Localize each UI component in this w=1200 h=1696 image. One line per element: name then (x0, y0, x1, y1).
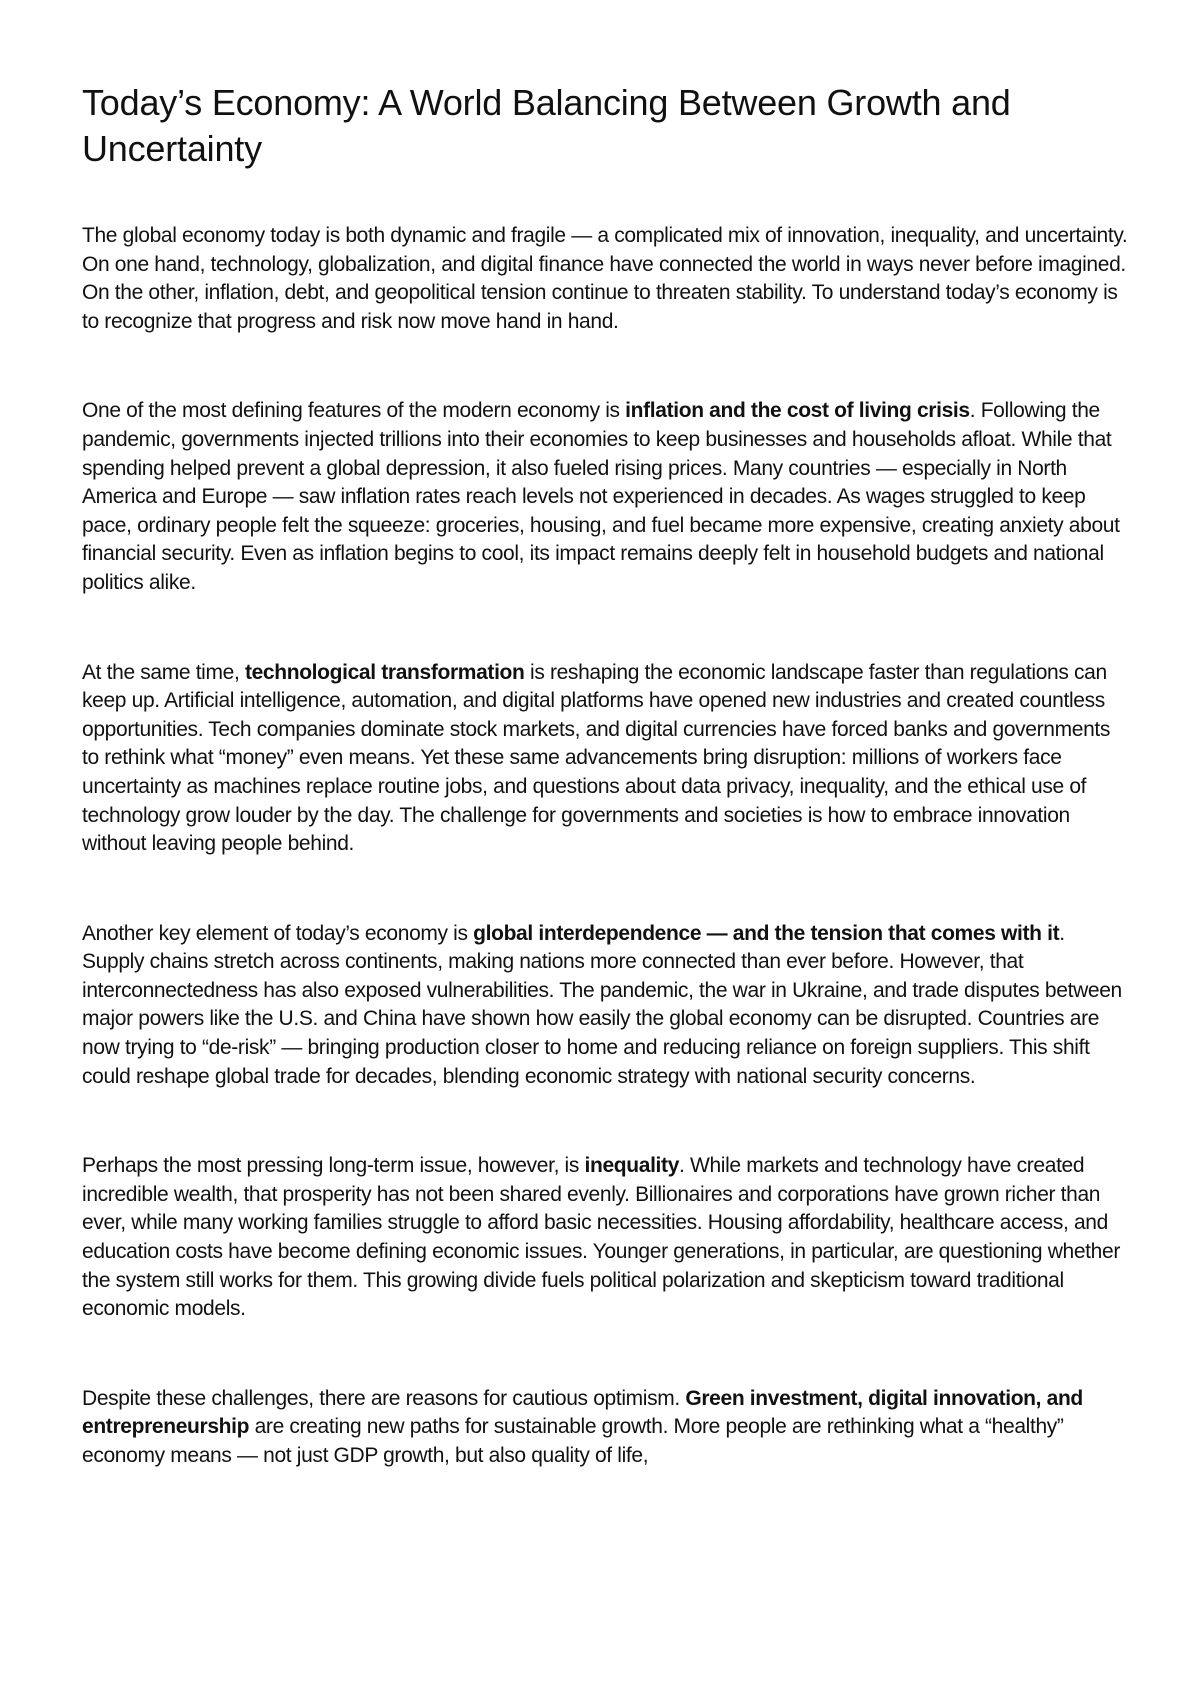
text-segment: At the same time, (82, 660, 245, 684)
document-page (82, 80, 1132, 1532)
bold-phrase: Green investment, digital innovation, and entrepreneurship (82, 1386, 1083, 1439)
text-segment: Perhaps the most pressing long-term issue, however, is (82, 1154, 585, 1178)
document-title: Today’s Economy: A World Balancing Between Growth and Uncertainty (82, 82, 1011, 169)
paragraph (82, 397, 1132, 597)
text-segment: are creating new paths for sustainable growth. More people are rethinking what a “healthy” economy means — not just GDP growth, but also quality of life, (82, 1415, 1064, 1467)
paragraph (82, 659, 1132, 859)
bold-phrase: inflation and the cost of living crisis (625, 399, 970, 423)
text-segment: Another key element of today’s economy is (82, 921, 474, 945)
text-segment: . Supply chains stretch across continents, making nations more connected than ever before. However, that interconnectedness has also exposed vulnerabilities. The pandemic, the war in Ukraine, and trade disputes between major powers like the U.S. and China have shown how easily the global economy can be disrupted. Countries are now trying to “de-risk” — bringing production closer to home and reducing reliance on foreign suppliers. This shift could reshape global trade for decades, blending economic strategy with national security concerns. (82, 921, 1122, 1088)
text-segment: . While markets and technology have created incredible wealth, that prosperity has not been shared evenly. Billionaires and corporations have grown richer than ever, while many working families struggle to afford basic necessities. Housing affordability, healthcare access, and education costs have become defining economic issues. Younger generations, in particular, are questioning whether the system still works for them. This growing divide fuels political polarization and skepticism toward traditional economic models. (82, 1154, 1120, 1321)
text-segment: The global economy today is both dynamic and fragile — a complicated mix of innovation, inequality, and uncertainty. On one hand, technology, globalization, and digital finance have connected the world in ways never before imagined. On the other, inflation, debt, and geopolitical tension continue to threaten stability. To understand today’s economy is to recognize that progress and risk now move hand in hand. (82, 224, 1128, 333)
bold-phrase: global interdependence — and the tension that comes with it (473, 921, 1060, 945)
text-segment: Despite these challenges, there are reasons for cautious optimism. (82, 1386, 686, 1410)
document-body (82, 222, 1132, 1471)
bold-phrase: technological transformation (244, 660, 525, 684)
text-segment: . Following the pandemic, governments injected trillions into their economies to keep businesses and households afloat. While that spending helped prevent a global depression, it also fueled rising prices. Many countries — especially in North America and Europe — saw inflation rates reach levels not experienced in decades. As wages struggled to keep pace, ordinary people felt the squeeze: groceries, housing, and fuel became more expensive, creating anxiety about financial security. Even as inflation begins to cool, its impact remains deeply felt in household budgets and national politics alike. (82, 399, 1120, 594)
bold-phrase: inequality (584, 1154, 680, 1178)
text-segment: One of the most defining features of the modern economy is (82, 399, 626, 423)
paragraph (82, 1152, 1132, 1324)
paragraph (82, 222, 1132, 336)
paragraph (82, 1385, 1132, 1471)
paragraph (82, 920, 1132, 1092)
text-segment: is reshaping the economic landscape faster than regulations can keep up. Artificial intelligence, automation, and digital platforms have opened new industries and created countless opportunities. Tech companies dominate stock markets, and digital currencies have forced banks and governments to rethink what “money” even means. Yet these same advancements bring disruption: millions of workers face uncertainty as machines replace routine jobs, and questions about data privacy, inequality, and the ethical use of technology grow louder by the day. The challenge for governments and societies is how to embrace innovation without leaving people behind. (82, 660, 1111, 856)
